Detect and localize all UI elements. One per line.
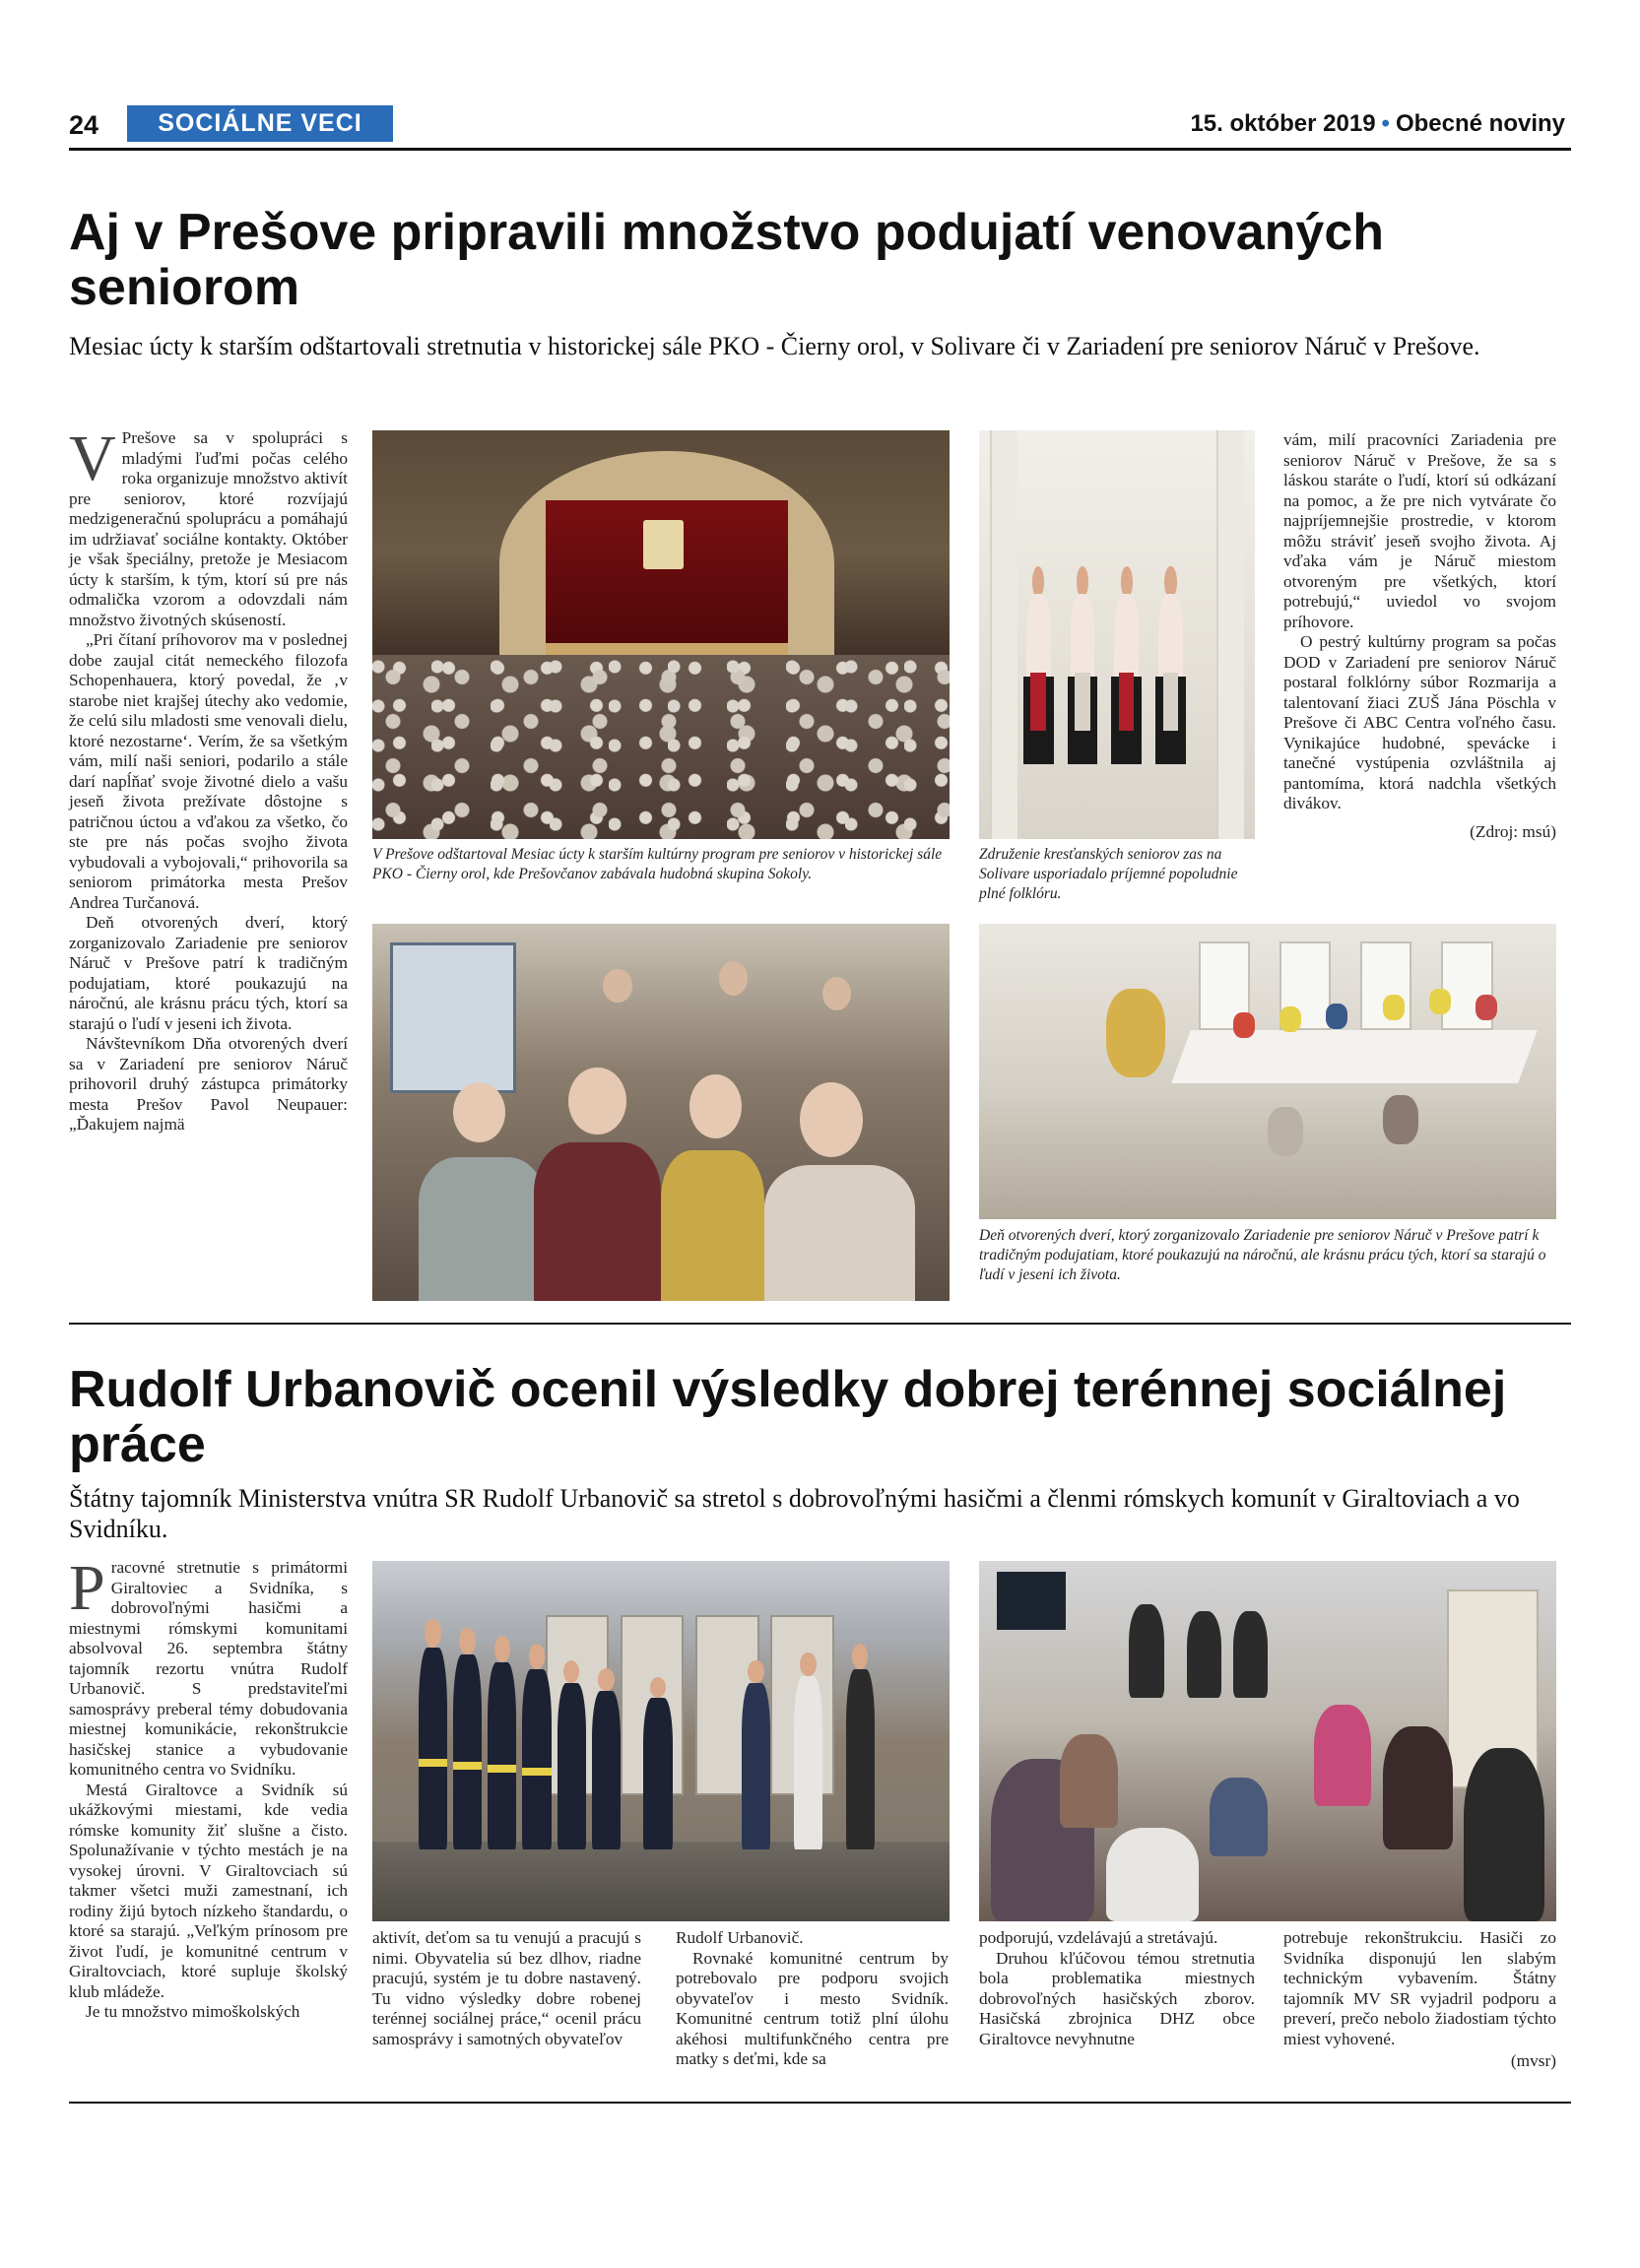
- article1-lead: Mesiac úcty k starším odštartovali stretnutia v historickej sále PKO - Čierny orol, v Solivare či v Zariadení pre seniorov Náruč v Prešove.: [69, 332, 1480, 360]
- article2-col1-p3: Je tu množstvo mimoškolských: [86, 2002, 300, 2021]
- article2-column-4: [979, 1928, 1255, 2049]
- footer-rule: [69, 2102, 1571, 2104]
- article-divider: [69, 1323, 1571, 1325]
- article1-column-1: [69, 422, 348, 1135]
- article1-col1-p3: Deň otvorených dverí, ktorý zorganizovalo Zariadenie pre seniorov Náruč v Prešove patrí k tradičným podujatiam, ktoré poukazujú na náročnú, ale krásnu prácu tých, ktorí sa starajú o ľudí v jeseni ich života.: [69, 913, 348, 1033]
- hall-caption: Deň otvorených dverí, ktorý zorganizovalo Zariadenie pre seniorov Náruč v Prešove patrí k tradičným podujatiam, ktoré poukazujú na náročnú, ale krásnu prácu tých, ktorí sa starajú o ľudí v jeseni ich života.: [979, 1227, 1546, 1283]
- article2-col5-p1: potrebuje rekonštrukciu. Hasiči zo Svidníka disponujú len slabým technickým vybavením. Štátny tajomník MV SR vyjadril podporu a preverí, prečo nebolo žiadostiam týchto miest vyhovené.: [1283, 1928, 1556, 2048]
- hall-photo: [979, 924, 1556, 1219]
- article2-col2-p1: aktivít, deťom sa tu venujú a pracujú s nimi. Obyvatelia sú bez dlhov, riadne pracujú, systém je tu dobre nastavený. Tu vidno výsledky dobre robenej terénnej sociálnej práce,“ ocenil prácu samosprávy i samotných obyvateľov: [372, 1928, 641, 2048]
- article2-column-1: [69, 1552, 348, 2023]
- issue-date: 15. október 2019: [1190, 110, 1376, 137]
- article1-col1-p1: Prešove sa v spolupráci s mladými ľuďmi počas celého roka organizuje množstvo aktivít pre seniorov, ktoré rozvíjajú medzigeneračnú spoluprácu a pomáhajú im udržiavať sociálne kontakty. Október je však špeciálny, pretože je Mesiacom úcty k starším, k tým, ktorí sú pre nás odmalička vzorom a odovzdali nám množstvo životných skúseností.: [69, 428, 348, 629]
- theatre-photo: [372, 430, 950, 839]
- article2-col3-p1: Rudolf Urbanovič.: [676, 1928, 804, 1947]
- article1-col1-p2: „Pri čítaní príhovorov ma v poslednej dobe zaujal citát nemeckého filozofa Schopenhauera, ktorý povedal, že ‚v starobe niet krajšej útechy ako vedomie, že celú silu mladosti sme venovali dielu, ktoré nezostarne‘. Verím, že sa všetkým vám, milí naši seniori, podarilo a stále darí napĺňať svoje životné dielo a vašu jeseň života prežívate dôstojne s patričnou úctou a vďakou za všetko, čo ste pre nás počas svojho života vybudovali a vybojovali,“ prihovorila sa seniorom primátorka mesta Prešov Andrea Turčanová.: [69, 630, 348, 912]
- article2-source: (mvsr): [1510, 2051, 1556, 2070]
- section-label-text: SOCIÁLNE VECI: [158, 109, 362, 137]
- article1-column-4: [1283, 430, 1556, 842]
- article1-col4-p2: O pestrý kultúrny program sa počas DOD v Zariadení pre seniorov Náruč postaral folklórny súbor Rozmarija a talentovaní žiaci ZUŠ Jána Pöschla v Prešove či ABC Centra voľného času. Vynikajúce hudobné, spevácke i tanečné vystúpenia ozvláštnila aj pantomíma, ktorá nadchla všetkých divákov.: [1283, 632, 1556, 812]
- article1-source: (Zdroj: msú): [1470, 821, 1556, 841]
- article1-headline: Aj v Prešove pripravili množstvo podujatí venovaných seniorom: [69, 204, 1385, 316]
- article2-col1-p1: racovné stretnutie s primátormi Giraltoviec a Svidníka, s dobrovoľnými hasičmi a miestnymi rómskymi komunitami absolvoval 26. septembra štátny tajomník rezortu vnútra Rudolf Urbanovič. S predstaviteľmi samosprávy preberal témy dobudovania miestnej komunikácie, rekonštrukcie hasičskej stanice a vybudovanie komunitného centra vo Svidníku.: [69, 1558, 348, 1779]
- article2-headline: Rudolf Urbanovič ocenil výsledky dobrej terénnej sociálnej práce: [69, 1361, 1507, 1473]
- folk-photo: [979, 430, 1255, 839]
- article2-col3-p2: Rovnaké komunitné centrum by potrebovalo pre podporu svojich obyvateľov i mesto Svidník. Komunitné centrum totiž plní úlohu akéhosi multifunkčného centra pre matky s deťmi, kde sa: [676, 1948, 949, 2068]
- publication-name: Obecné noviny: [1395, 110, 1565, 137]
- article2-col4-p1: podporujú, vzdelávajú a stretávajú.: [979, 1928, 1218, 1947]
- article2-lead: Štátny tajomník Ministerstva vnútra SR Rudolf Urbanovič sa stretol s dobrovoľnými hasičmi a členmi rómskych komunít v Giraltoviach a vo Svidníku.: [69, 1484, 1520, 1543]
- article1-dropcap: V: [69, 422, 116, 494]
- article2-column-2: [372, 1928, 641, 2049]
- theatre-caption: V Prešove odštartoval Mesiac úcty k starším kultúrny program pre seniorov v historickej sále PKO - Čierny orol, kde Prešovčanov zabávala hudobná skupina Sokoly.: [372, 846, 943, 882]
- article2-dropcap: P: [69, 1552, 105, 1624]
- article2-column-3: [676, 1928, 949, 2070]
- issue-separator: •: [1381, 110, 1390, 137]
- header-rule: [69, 148, 1571, 151]
- page-number: 24: [69, 110, 99, 140]
- article2-col1-p2: Mestá Giraltovce a Svidník sú ukážkovými miestami, kde vedia rómske komunity žiť slušne a čisto. Spolunažívanie v týchto mestách je na vysokej úrovni. V Giraltovciach sú takmer všetci muži zamestnaní, ich rodiny žijú bytoch nízkeho štandardu, o ktoré sa starajú. „Veľkým prínosom pre život ľudí, je komunitné centrum v Giraltovciach, ktoré supluje školský klub mládeže.: [69, 1780, 348, 2001]
- folk-caption: Združenie kresťanských seniorov zas na Solivare usporiadalo príjemné popoludnie plné folklóru.: [979, 846, 1238, 902]
- issue-info: [1190, 110, 1565, 138]
- article2-column-5: [1283, 1928, 1556, 2072]
- article1-col4-p1: vám, milí pracovníci Zariadenia pre seniorov Náruč v Prešove, že sa s láskou staráte o ľudí, ktorí sú odkázaní na pomoc, a že pre nich vytvárate čo najpríjemnejšie prostredie, v ktorom môžu stráviť jeseň svojho života. Aj vďaka vám je Náruč miestom otvoreným pre všetkých, ktorí potrebujú,“ uviedol vo svojom príhovore.: [1283, 430, 1556, 631]
- section-label: [127, 105, 393, 142]
- article2-col4-p2: Druhou kľúčovou témou stretnutia bola problematika miestnych dobrovoľných hasičských zborov. Hasičská zbrojnica DHZ obce Giraltovce nevyhnutne: [979, 1948, 1255, 2048]
- firefighters-photo: [372, 1561, 950, 1921]
- seniors-photo: [372, 924, 950, 1301]
- article1-col1-p4: Návštevníkom Dňa otvorených dverí sa v Zariadení pre seniorov Náruč prihovoril druhý zástupca primátorky mesta Prešov Pavol Neupauer: „Ďakujem najmä: [69, 1034, 348, 1134]
- community-centre-photo: [979, 1561, 1556, 1921]
